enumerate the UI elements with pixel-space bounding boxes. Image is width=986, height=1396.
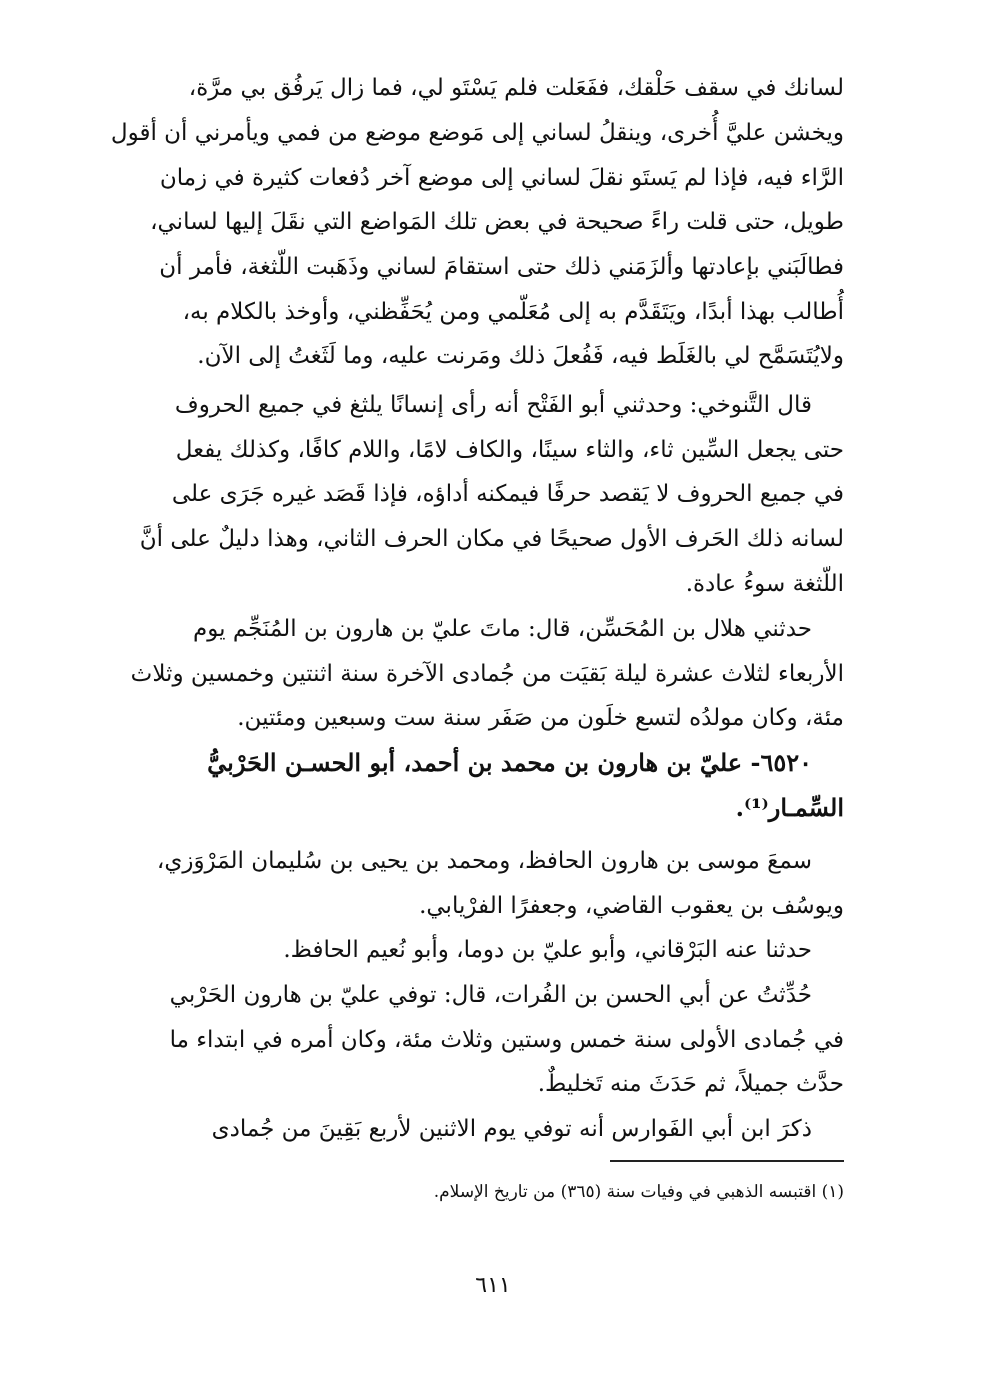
text-line: ولايُتَسَمَّح لي بالغَلَط فيه، فَفُعلَ ذلك ومَرنت عليه، وما لَثَغتُ إلى الآن. [197,343,844,369]
footnote: (١) اقتبسه الذهبي في وفيات سنة (٣٦٥) من تاريخ الإسلام. [433,1182,844,1202]
text-line: حدثني هلال بن المُحَسِّن، قال: ماتَ عليّ بن هارون بن المُنَجِّم يوم [192,616,812,642]
text-line: في جميع الحروف لا يَقصد حرفًا فيمكنه أداؤه، فإذا قَصَد غيره جَرَى على [171,481,844,507]
text-line: الأربعاء لثلاث عشرة ليلة بَقيَت من جُمادى الآخرة سنة اثنتين وخمسين وثلاث [130,661,844,687]
text-line: حُدِّثتُ عن أبي الحسن بن الفُرات، قال: توفي عليّ بن هارون الحَرْبي [169,982,812,1008]
text-line: فطالَبَني بإعادتها وألزَمَني ذلك حتى استقامَ لساني وذَهَبت اللّثغة، فأمر أن [159,254,844,280]
text-line: سمعَ موسى بن هارون الحافظ، ومحمد بن يحيى بن سُليمان المَرْوَزي، [156,848,812,874]
text-line: لسانك في سقف حَلْقك، ففَعَلت فلم يَسْتَو لي، فما زال يَرفُق بي مرَّة، [188,75,844,101]
text-line: حتى يجعل السِّين ثاء، والثاء سينًا، والكاف لامًا، واللام كافًا، وكذلك يفعل [175,437,844,463]
text-line: الرَّاء فيه، فإذا لم يَستَو نقلَ لساني إلى موضع آخر دُفعات كثيرة في زمان [159,165,844,191]
page-number: ٦١١ [475,1273,511,1298]
text-line: حدَّث جميلاً، ثم حَدَثَ منه تَخليطٌ. [537,1071,844,1097]
text-line: ويخشن عليَّ أُخرى، وينقلُ لساني إلى مَوضع موضع من فمي ويأمرني أن أقول [110,120,844,146]
text-line: ويوسُف بن يعقوب القاضي، وجعفرًا الفرْيابي. [419,893,844,919]
text-line: اللّثغة سوءُ عادة. [685,571,844,597]
text-line: طويل، حتى قلت راءً صحيحة في بعض تلك المَواضع التي نقَلَ إليها لساني، [150,209,844,235]
entry-heading: السِّمـار⁽¹⁾. [735,793,844,822]
text-line: في جُمادى الأولى سنة خمس وستين وثلاث مئة، وكان أمره في ابتداء ما [169,1027,844,1053]
footnote-divider [610,1160,844,1162]
text-line: ذكرَ ابن أبي الفَوارس أنه توفي يوم الاثنين لأربع بَقِينَ من جُمادى [211,1116,812,1142]
text-line: قال التَّنوخي: وحدثني أبو الفَتْح أنه رأى إنسانًا يلثغ في جميع الحروف [174,392,812,418]
text-line: مئة، وكان مولدُه لتسع خلَون من صَفَر سنة ست وسبعين ومئتين. [237,705,844,731]
entry-heading: ٦٥٢٠- عليّ بن هارون بن محمد بن أحمد، أبو الحسـن الحَرْبيُّ [207,748,812,777]
text-line: حدثنا عنه البَرْقاني، وأبو عليّ بن دوما، وأبو نُعيم الحافظ. [283,937,812,963]
text-line: لسانه ذلك الحَرف الأول صحيحًا في مكان الحرف الثاني، وهذا دليلٌ على أنَّ [139,526,844,552]
text-line: أُطالب بهذا أبدًا، ويَتَقَدَّم به إلى مُعَلّمي ومن يُحَفِّظني، وأوخذ بالكلام به، [182,299,844,325]
